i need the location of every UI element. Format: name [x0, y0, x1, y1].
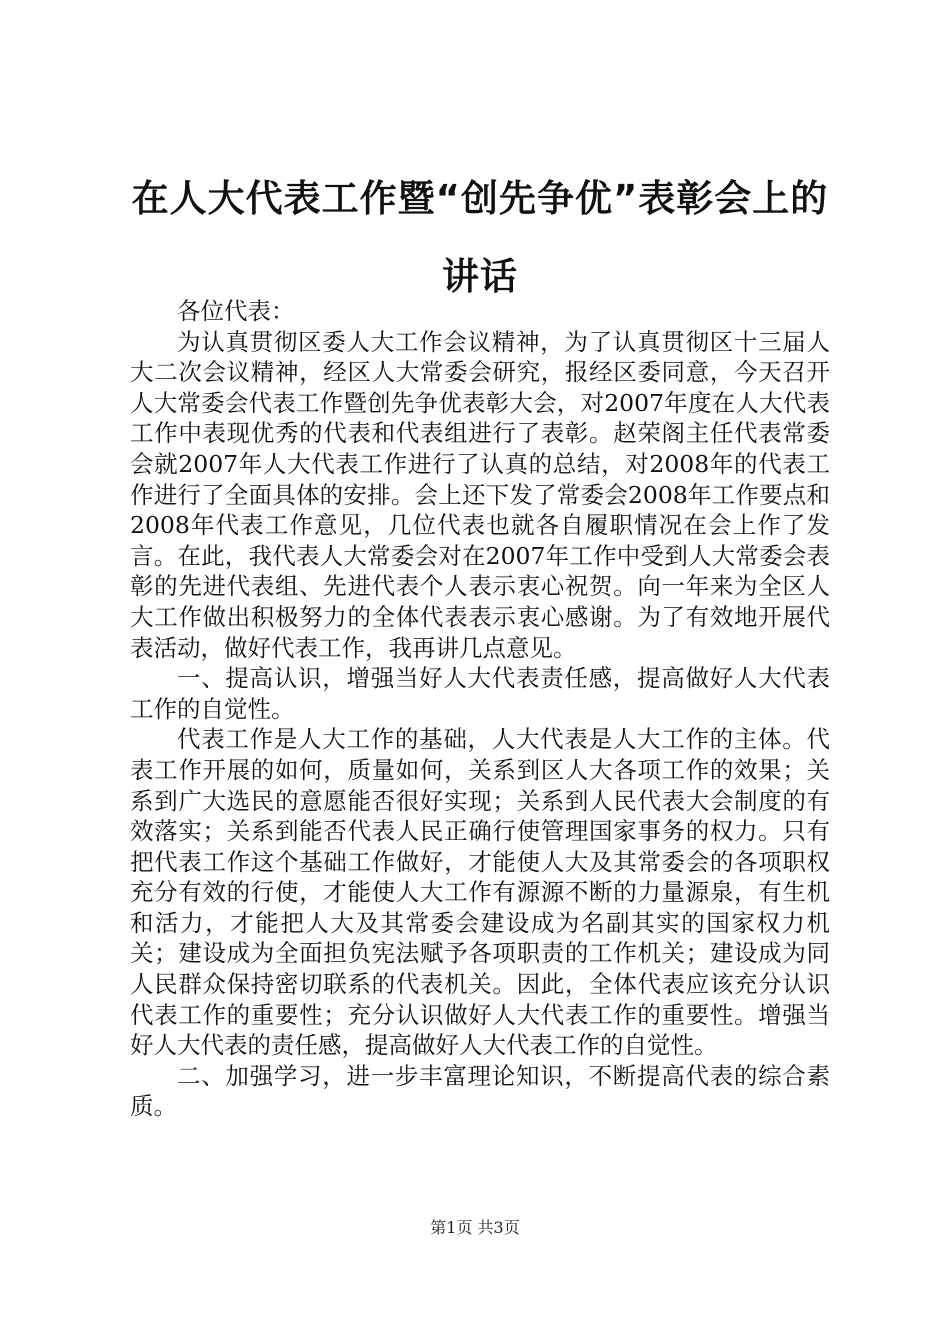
section-body-1: 代表工作是人大工作的基础，人大代表是人大工作的主体。代表工作开展的如何，质量如何，关系到区人大各项工作的效果；关系到广大选民的意愿能否很好实现；关系到人民代表大会制度的有效落实；关系到能否代表人民正确行使管理国家事务的权力。只有把代表工作这个基础工作做好，才能使人大及其常委会的各项职权充分有效的行使，才能使人大工作有源源不断的力量源泉，有生机和活力，才能把人大及其常委会建设成为名副其实的国家权力机关；建设成为全面担负宪法赋予各项职责的工作机关；建设成为同人民群众保持密切联系的代表机关。因此，全体代表应该充分认识代表工作的重要性；充分认识做好人大代表工作的重要性。增强当好人大代表的责任感，提高做好人大代表工作的自觉性。	[130, 725, 830, 1060]
section-heading-1: 一、提高认识，增强当好人大代表责任感，提高做好人大代表工作的自觉性。	[130, 664, 830, 723]
intro-paragraph: 为认真贯彻区委人大工作会议精神，为了认真贯彻区十三届人大二次会议精神，经区人大常委会研究，报经区委同意，今天召开人大常委会代表工作暨创先争优表彰大会，对2007年度在人大代表工作中表现优秀的代表和代表组进行了表彰。赵荣阁主任代表常委会就2007年人大代表工作进行了认真的总结，对2008年的代表工作进行了全面具体的安排。会上还下发了常委会2008年工作要点和2008年代表工作意见，几位代表也就各自履职情况在会上作了发言。在此，我代表人大常委会对在2007年工作中受到人大常委会表彰的先进代表组、先进代表个人表示衷心祝贺。向一年来为全区人大工作做出积极努力的全体代表表示衷心感谢。为了有效地开展代表活动，做好代表工作，我再讲几点意见。	[130, 327, 830, 662]
document-body	[130, 296, 830, 1122]
greeting-paragraph: 各位代表：	[177, 297, 295, 325]
document-title: 在人大代表工作暨“创先争优”表彰会上的讲话	[131, 177, 829, 298]
section-heading-2: 二、加强学习，进一步丰富理论知识，不断提高代表的综合素质。	[130, 1061, 830, 1121]
page-footer: 第1页 共3页	[430, 1218, 520, 1237]
